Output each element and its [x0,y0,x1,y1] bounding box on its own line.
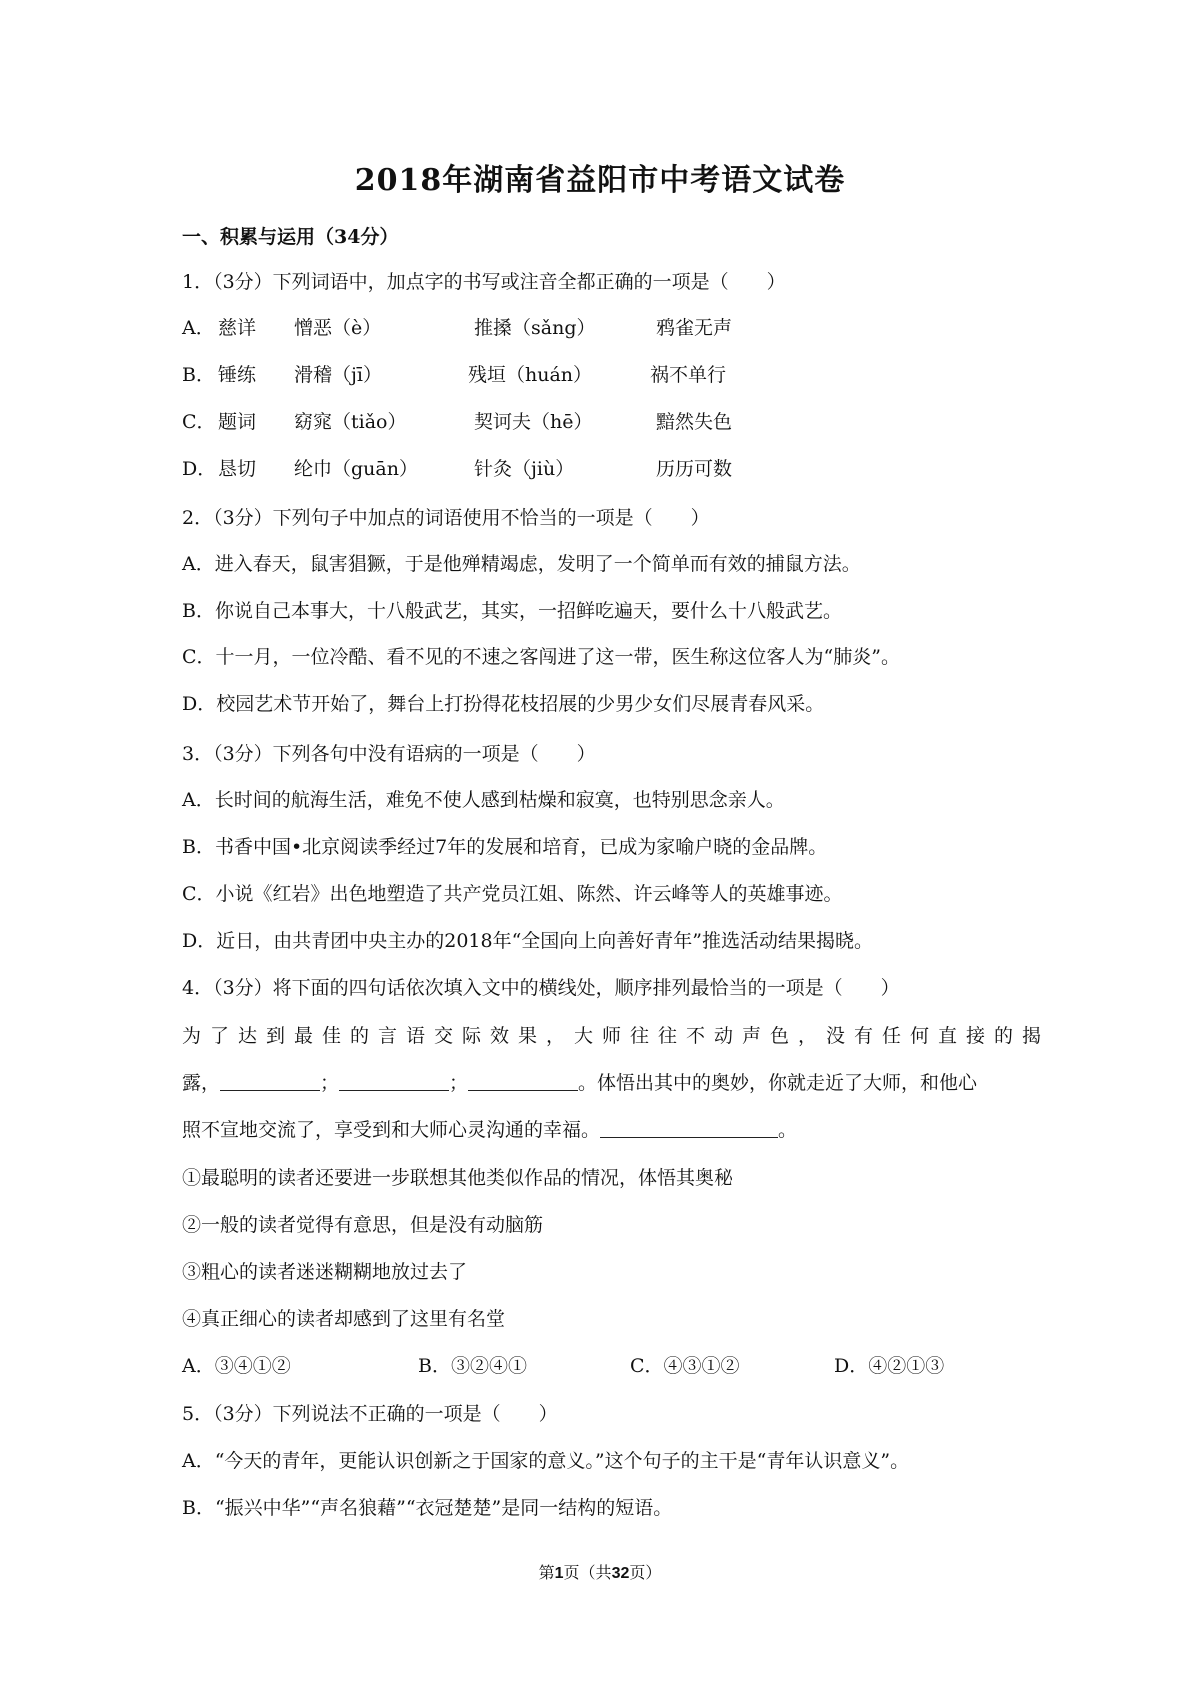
question-4-sentence-4: ④真正细心的读者却感到了这里有名堂 [182,1308,506,1330]
fill-blank-1[interactable] [220,1070,320,1091]
question-2-option-b: B．你说自己本事大，十八般武艺，其实，一招鲜吃遍天，要什么十八般武艺。 [182,600,842,622]
question-3-option-b: B．书香中国•北京阅读季经过7年的发展和培育，已成为家喻户晓的金品牌。 [182,836,828,858]
question-2-option-d: D．校园艺术节开始了，舞台上打扮得花枝招展的少男少女们尽展青春风采。 [182,693,825,715]
option-label: D． [182,458,217,480]
fill-blank-4[interactable] [600,1117,778,1138]
answer-option-d: D．④②①③ [834,1355,945,1377]
question-4-sentence-1: ①最聪明的读者还要进一步联想其他类似作品的情况，体悟其奥秘 [182,1167,734,1189]
question-3-stem: 3．（3分）下列各句中没有语病的一项是（ ） [182,743,596,765]
passage-text: 照不宣地交流了，享受到和大师心灵沟通的幸福。 [182,1119,601,1141]
question-2-option-a: A．进入春天，鼠害猖獗，于是他殚精竭虑，发明了一个简单而有效的捕鼠方法。 [182,553,861,575]
option-word-2: 纶巾（guān） [294,458,418,480]
option-label: C． [182,411,216,433]
option-word-3: 针灸（jiù） [474,458,575,480]
option-word-3: 推搡（sǎng） [474,317,596,339]
separator: ； [449,1072,469,1094]
question-5-option-b: B．“振兴中华”“声名狼藉”“衣冠楚楚”是同一结构的短语。 [182,1497,673,1519]
passage-text: 。 [778,1119,798,1141]
option-label: B． [182,364,215,386]
question-4-stem: 4．（3分）将下面的四句话依次填入文中的横线处，顺序排列最恰当的一项是（ ） [182,977,900,999]
passage-text: 。体悟出其中的奥妙，你就走近了大师，和他心 [578,1072,978,1094]
question-2-stem: 2．（3分）下列句子中加点的词语使用不恰当的一项是（ ） [182,507,710,529]
page-footer [0,1560,1200,1583]
option-word-1: 慈详 [218,317,257,339]
question-4-passage-line-1: 为了达到最佳的言语交际效果，大师往往不动声色，没有任何直接的揭 [182,1025,1051,1047]
option-word-1: 题词 [218,411,257,433]
question-4-sentence-2: ②一般的读者觉得有意思，但是没有动脑筋 [182,1214,544,1236]
answer-option-b: B．③②④① [418,1355,527,1377]
question-3-option-a: A．长时间的航海生活，难免不使人感到枯燥和寂寞，也特别思念亲人。 [182,789,785,811]
separator: ； [320,1072,340,1094]
fill-blank-3[interactable] [468,1070,578,1091]
option-word-3: 残垣（huán） [468,364,593,386]
option-word-4: 祸不单行 [650,364,727,386]
page-title: 2018年湖南省益阳市中考语文试卷 [354,163,846,198]
passage-text: 露， [182,1072,221,1094]
footer-text: 页） [629,1563,662,1582]
question-3-option-c: C．小说《红岩》出色地塑造了共产党员江姐、陈然、许云峰等人的英雄事迹。 [182,883,843,905]
page-number: 1 [554,1565,564,1582]
question-5-stem: 5．（3分）下列说法不正确的一项是（ ） [182,1403,558,1425]
section-heading: 一、积累与运用（34分） [182,226,399,248]
option-word-4: 黯然失色 [656,411,733,433]
option-word-2: 滑稽（jī） [294,364,382,386]
footer-text: 页（共 [563,1563,612,1582]
option-label: A． [182,317,215,339]
question-3-option-d: D．近日，由共青团中央主办的2018年“全国向上向善好青年”推选活动结果揭晓。 [182,930,874,952]
option-word-4: 历历可数 [656,458,733,480]
question-4-sentence-3: ③粗心的读者迷迷糊糊地放过去了 [182,1261,468,1283]
option-word-4: 鸦雀无声 [656,317,733,339]
question-4-passage-line-3 [182,1116,797,1144]
answer-option-a: A．③④①② [182,1355,291,1377]
question-2-option-c: C．十一月，一位冷酷、看不见的不速之客闯进了这一带，医生称这位客人为“肺炎”。 [182,646,900,668]
option-word-1: 锤练 [218,364,257,386]
answer-option-c: C．④③①② [630,1355,740,1377]
footer-text: 第 [538,1563,555,1582]
option-word-3: 契诃夫（hē） [474,411,593,433]
option-word-1: 恳切 [218,458,257,480]
total-pages: 32 [611,1565,630,1582]
option-word-2: 憎恶（è） [294,317,382,339]
question-4-passage-line-2 [182,1069,977,1097]
question-1-stem: 1．（3分）下列词语中，加点字的书写或注音全都正确的一项是（ ） [182,271,786,293]
question-5-option-a: A．“今天的青年，更能认识创新之于国家的意义。”这个句子的主干是“青年认识意义”。 [182,1450,910,1472]
option-word-2: 窈窕（tiǎo） [294,411,407,433]
fill-blank-2[interactable] [339,1070,449,1091]
